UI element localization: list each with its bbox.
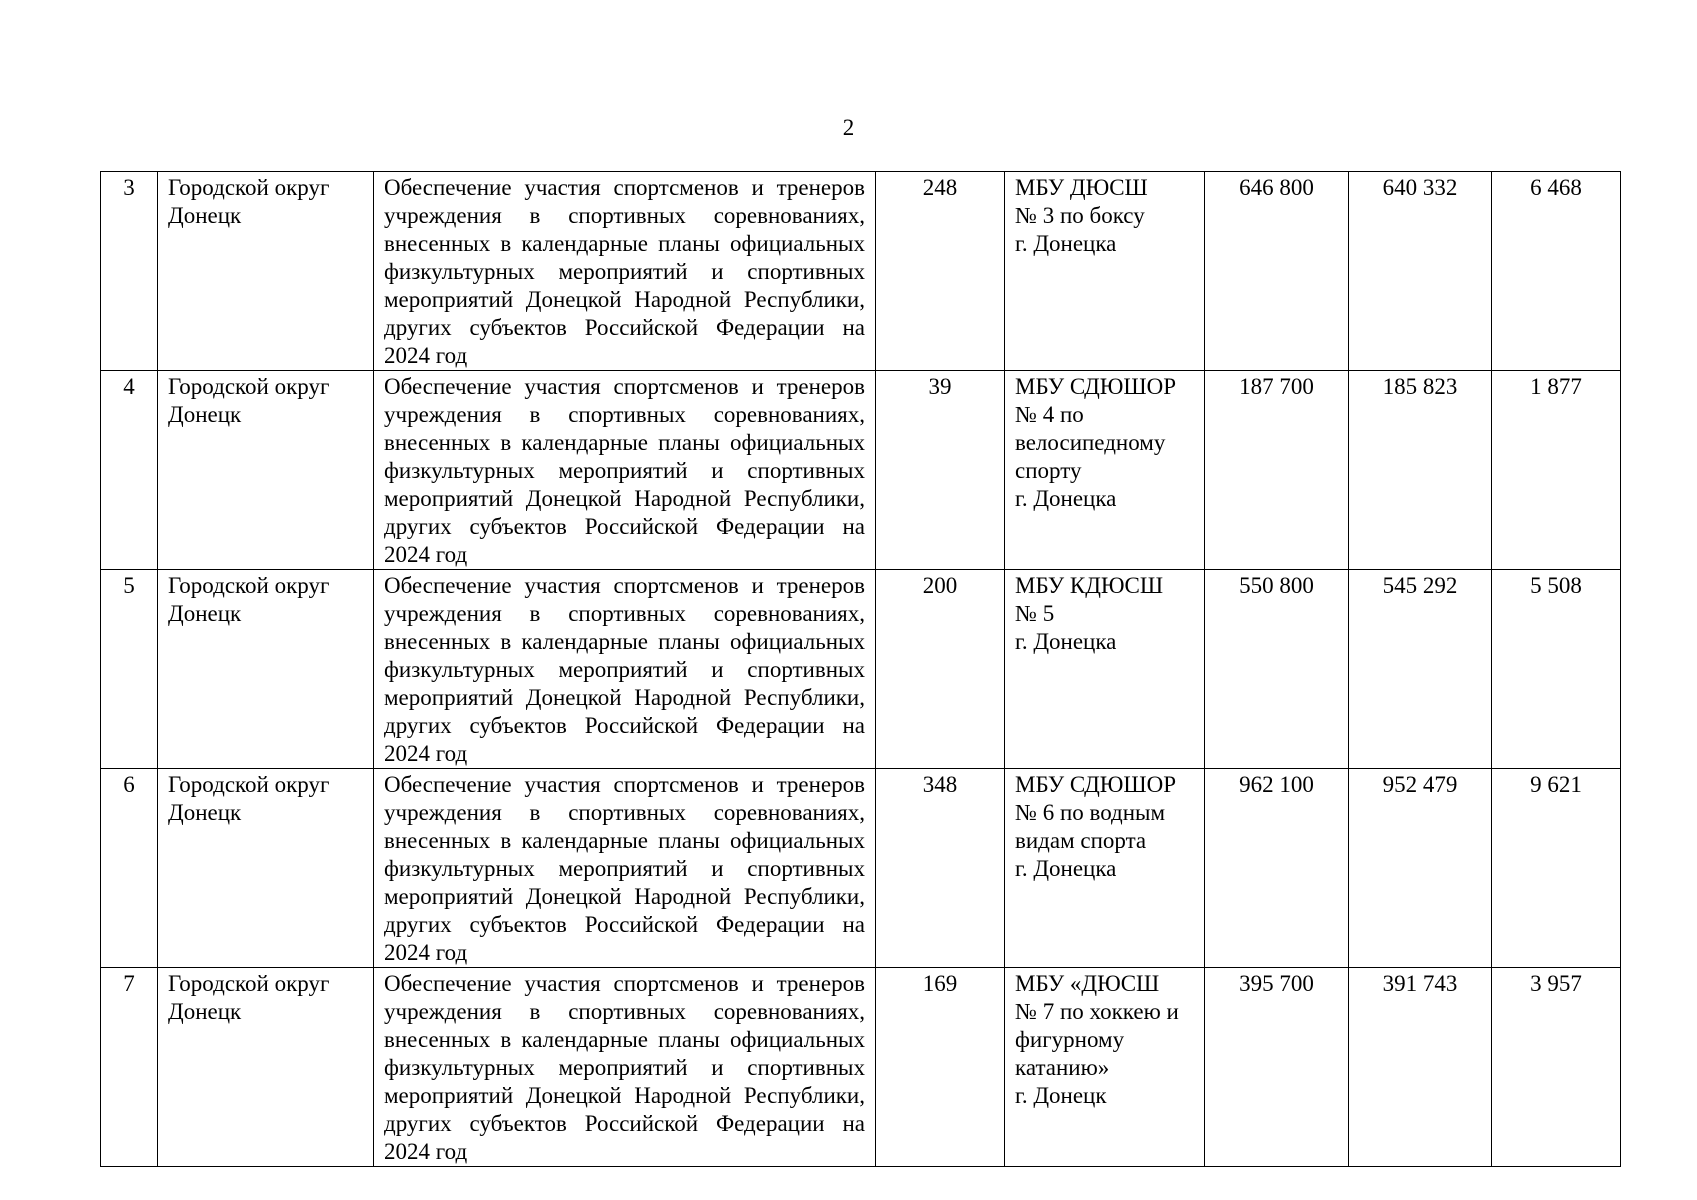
event-description-cell: Обеспечение участия спортсменов и тренеров учреждения в спортивных соревнованиях, внесенных в календарные планы официальных физкультурных мероприятий и спортивных мероприятий Донецкой Народной Республики, других субъектов Российской Федерации на 2024 год <box>374 371 876 570</box>
organization-line: велосипедному <box>1015 430 1166 455</box>
total-amount-cell: 395 700 <box>1205 968 1349 1167</box>
organization-cell <box>1005 371 1205 570</box>
organization-line: г. Донецк <box>1015 1083 1107 1108</box>
organization-cell <box>1005 570 1205 769</box>
district-cell: Городской округ Донецк <box>158 968 374 1167</box>
participant-count-cell: 200 <box>876 570 1005 769</box>
organization-line: фигурному <box>1015 1027 1125 1052</box>
district-cell: Городской округ Донецк <box>158 371 374 570</box>
organization-line: МБУ ДЮСШ <box>1015 175 1148 200</box>
row-number: 3 <box>101 172 158 371</box>
table-row <box>101 172 1621 371</box>
organization-line: № 6 по водным <box>1015 800 1166 825</box>
organization-cell <box>1005 769 1205 968</box>
district-cell: Городской округ Донецк <box>158 172 374 371</box>
event-description-cell: Обеспечение участия спортсменов и тренеров учреждения в спортивных соревнованиях, внесенных в календарные планы официальных физкультурных мероприятий и спортивных мероприятий Донецкой Народной Республики, других субъектов Российской Федерации на 2024 год <box>374 172 876 371</box>
organization-cell <box>1005 968 1205 1167</box>
organization-line: г. Донецка <box>1015 856 1117 881</box>
main-amount-cell: 952 479 <box>1349 769 1492 968</box>
event-description-cell: Обеспечение участия спортсменов и тренеров учреждения в спортивных соревнованиях, внесенных в календарные планы официальных физкультурных мероприятий и спортивных мероприятий Донецкой Народной Республики, других субъектов Российской Федерации на 2024 год <box>374 769 876 968</box>
organization-line: МБУ «ДЮСШ <box>1015 971 1160 996</box>
row-number: 5 <box>101 570 158 769</box>
total-amount-cell: 962 100 <box>1205 769 1349 968</box>
local-amount-cell: 5 508 <box>1492 570 1621 769</box>
main-amount-cell: 185 823 <box>1349 371 1492 570</box>
district-cell: Городской округ Донецк <box>158 769 374 968</box>
participant-count-cell: 348 <box>876 769 1005 968</box>
row-number: 4 <box>101 371 158 570</box>
organization-line: г. Донецка <box>1015 486 1117 511</box>
row-number: 6 <box>101 769 158 968</box>
total-amount-cell: 646 800 <box>1205 172 1349 371</box>
organization-line: видам спорта <box>1015 828 1147 853</box>
local-amount-cell: 6 468 <box>1492 172 1621 371</box>
table-row <box>101 570 1621 769</box>
table-row <box>101 371 1621 570</box>
organization-line: спорту <box>1015 458 1082 483</box>
event-description-cell: Обеспечение участия спортсменов и тренеров учреждения в спортивных соревнованиях, внесенных в календарные планы официальных физкультурных мероприятий и спортивных мероприятий Донецкой Народной Республики, других субъектов Российской Федерации на 2024 год <box>374 968 876 1167</box>
allocation-table <box>100 171 1621 1167</box>
organization-line: № 4 по <box>1015 402 1084 427</box>
participant-count-cell: 248 <box>876 172 1005 371</box>
participant-count-cell: 39 <box>876 371 1005 570</box>
main-amount-cell: 545 292 <box>1349 570 1492 769</box>
organization-line: МБУ КДЮСШ <box>1015 573 1164 598</box>
table-row <box>101 769 1621 968</box>
local-amount-cell: 3 957 <box>1492 968 1621 1167</box>
organization-line: № 5 <box>1015 601 1055 626</box>
local-amount-cell: 1 877 <box>1492 371 1621 570</box>
page-number: 2 <box>842 115 855 140</box>
participant-count-cell: 169 <box>876 968 1005 1167</box>
main-amount-cell: 391 743 <box>1349 968 1492 1167</box>
organization-line: МБУ СДЮШОР <box>1015 374 1177 399</box>
event-description-cell: Обеспечение участия спортсменов и тренеров учреждения в спортивных соревнованиях, внесенных в календарные планы официальных физкультурных мероприятий и спортивных мероприятий Донецкой Народной Республики, других субъектов Российской Федерации на 2024 год <box>374 570 876 769</box>
organization-line: г. Донецка <box>1015 231 1117 256</box>
organization-line: МБУ СДЮШОР <box>1015 772 1177 797</box>
organization-line: г. Донецка <box>1015 629 1117 654</box>
main-amount-cell: 640 332 <box>1349 172 1492 371</box>
total-amount-cell: 187 700 <box>1205 371 1349 570</box>
organization-line: № 7 по хоккею и <box>1015 999 1179 1024</box>
row-number: 7 <box>101 968 158 1167</box>
table-row <box>101 968 1621 1167</box>
local-amount-cell: 9 621 <box>1492 769 1621 968</box>
organization-line: № 3 по боксу <box>1015 203 1145 228</box>
district-cell: Городской округ Донецк <box>158 570 374 769</box>
organization-line: катанию» <box>1015 1055 1110 1080</box>
total-amount-cell: 550 800 <box>1205 570 1349 769</box>
organization-cell <box>1005 172 1205 371</box>
